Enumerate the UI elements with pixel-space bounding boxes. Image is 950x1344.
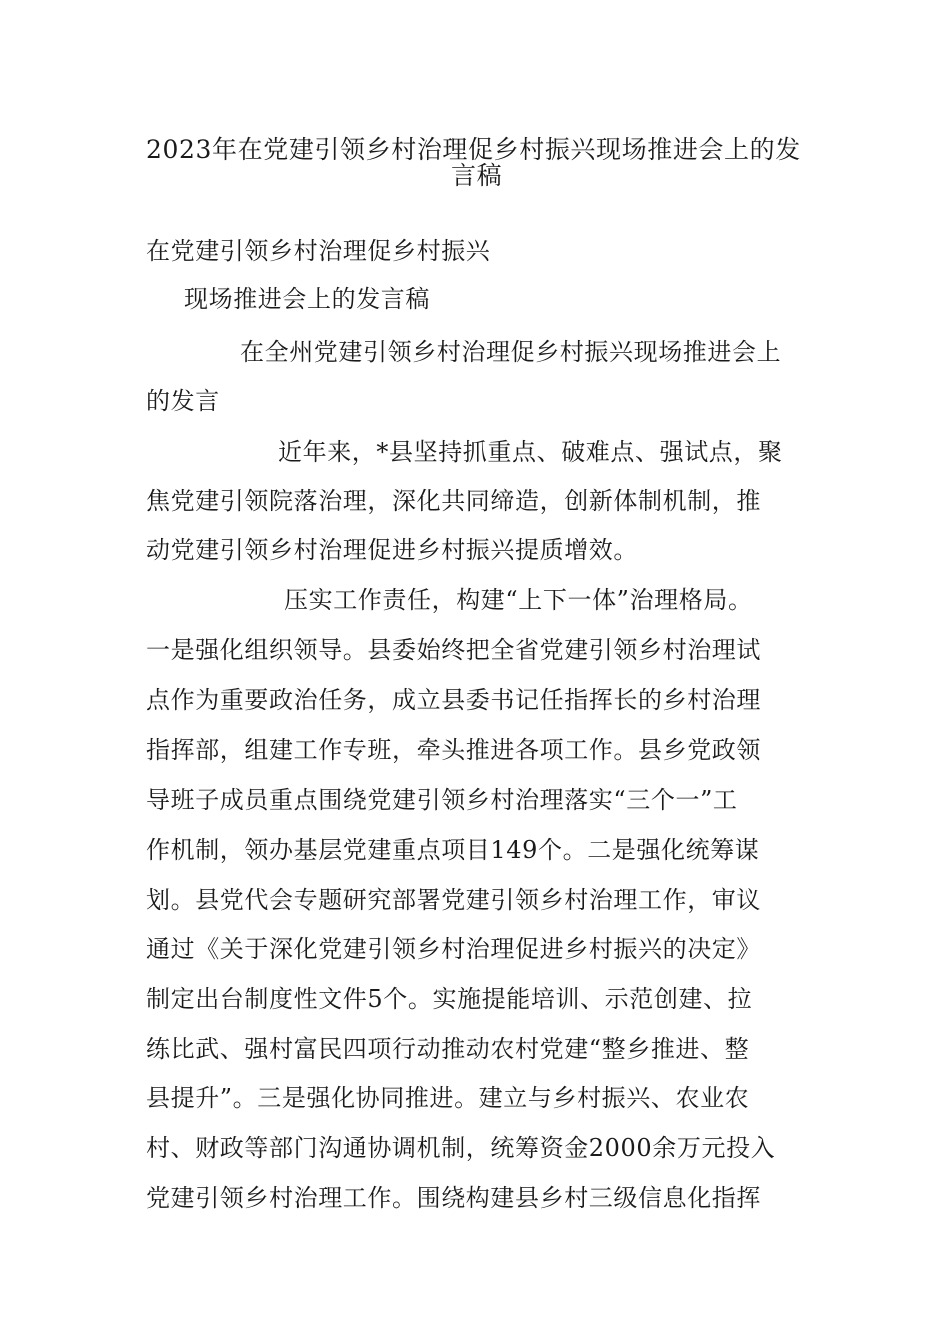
intro-line-1: 近年来，*县坚持抓重点、破难点、强试点，聚 <box>278 438 783 466</box>
body-line-4: 导班子成员重点围绕党建引领乡村治理落实“三个一”工 <box>146 786 738 814</box>
document-title-line-2: 言稿 <box>451 161 503 190</box>
heading-line-1: 在全州党建引领乡村治理促乡村振兴现场推进会上 <box>240 338 782 366</box>
body-line-8: 制定出台制度性文件5个。实施提能培训、示范创建、拉 <box>146 985 753 1013</box>
body-line-1: 一是强化组织领导。县委始终把全省党建引领乡村治理试 <box>146 636 761 664</box>
body-line-12: 党建引领乡村治理工作。围绕构建县乡村三级信息化指挥 <box>146 1184 761 1212</box>
body-line-3: 指挥部，组建工作专班，牵头推进各项工作。县乡党政领 <box>146 736 761 764</box>
body-line-9: 练比武、强村富民四项行动推动农村党建“整乡推进、整 <box>146 1035 750 1063</box>
document-title-line-1: 2023年在党建引领乡村治理促乡村振兴现场推进会上的发 <box>146 135 801 164</box>
body-line-2: 点作为重要政治任务，成立县委书记任指挥长的乡村治理 <box>146 686 761 714</box>
body-line-10: 县提升”。三是强化协同推进。建立与乡村振兴、农业农 <box>146 1084 750 1112</box>
body-line-7: 通过《关于深化党建引领乡村治理促进乡村振兴的决定》 <box>146 935 761 963</box>
subtitle-line-2: 现场推进会上的发言稿 <box>184 285 430 313</box>
heading-line-2: 的发言 <box>146 387 220 415</box>
body-line-5: 作机制，领办基层党建重点项目149个。二是强化统筹谋 <box>146 836 760 864</box>
body-line-11: 村、财政等部门沟通协调机制，统筹资金2000余万元投入 <box>146 1134 776 1162</box>
intro-line-3: 动党建引领乡村治理促进乡村振兴提质增效。 <box>146 536 638 564</box>
section-heading: 压实工作责任，构建“上下一体”治理格局。 <box>284 586 753 614</box>
intro-line-2: 焦党建引领院落治理，深化共同缔造，创新体制机制，推 <box>146 487 761 515</box>
subtitle-line-1: 在党建引领乡村治理促乡村振兴 <box>146 237 491 265</box>
body-line-6: 划。县党代会专题研究部署党建引领乡村治理工作，审议 <box>146 886 761 914</box>
